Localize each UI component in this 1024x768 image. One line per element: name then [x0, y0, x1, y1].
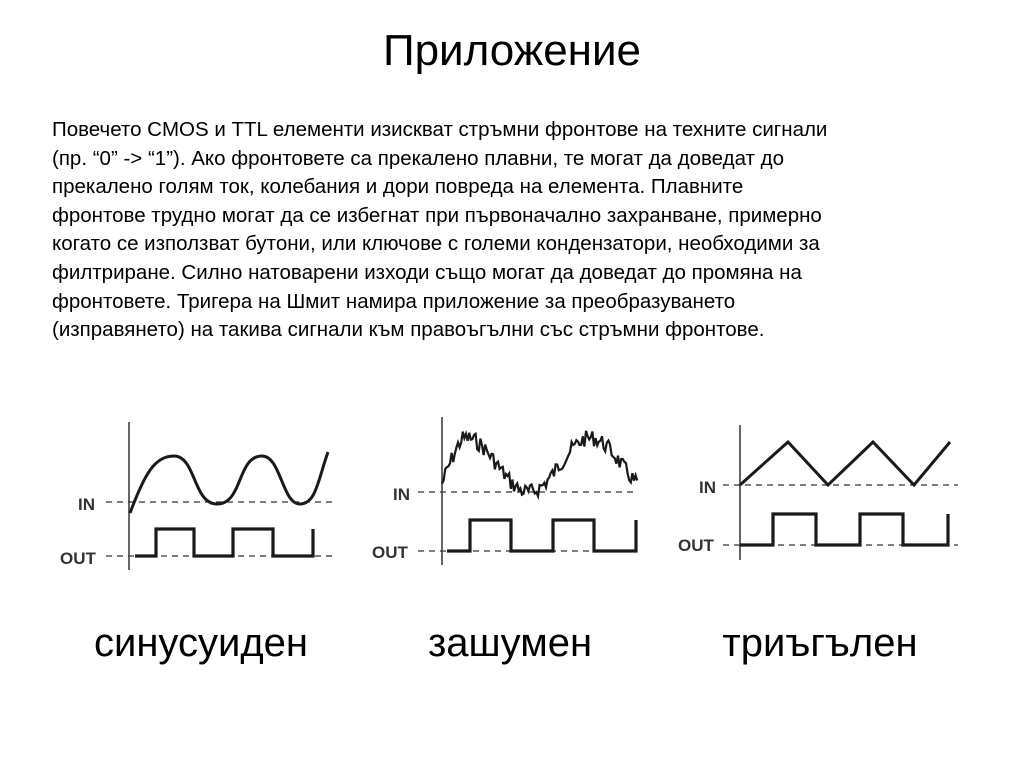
out-label: OUT [678, 536, 714, 555]
output-signal-wave [740, 514, 948, 545]
diagram-sinusoidal [60, 418, 350, 573]
diagram-noisy [372, 415, 647, 570]
slide-title: Приложение [382, 26, 642, 75]
body-line: прекалено голям ток, колебания и дори повреда на елемента. Плавните [52, 175, 744, 199]
body-line: филтриране. Силно натоварени изходи също могат да доведат до промяна на [52, 260, 802, 284]
input-signal-wave [442, 431, 637, 496]
caption-noisy: зашумен [427, 621, 593, 665]
out-label: OUT [372, 543, 408, 562]
in-label: IN [393, 485, 410, 504]
body-line: когато се използват бутони, или ключове с големи кондензатори, необходими за [52, 232, 820, 256]
output-signal-wave [447, 520, 636, 551]
sinusoidal-waveform-figure [60, 418, 350, 573]
output-signal-wave [135, 529, 313, 556]
out-label: OUT [60, 549, 96, 568]
noisy-waveform-figure [372, 415, 647, 570]
input-signal-wave [740, 442, 950, 485]
body-line: фронтовете. Тригера на Шмит намира приложение за преобразуването [52, 289, 736, 313]
triangular-waveform-figure [678, 425, 963, 565]
diagram-triangular [678, 425, 963, 565]
body-line: (изправянето) на такива сигнали към правоъгълни със стръмни фронтове. [52, 318, 765, 342]
input-signal-wave [130, 452, 328, 513]
body-line: Повечето CMOS и TTL елементи изискват стръмни фронтове на техните сигнали [52, 118, 828, 141]
caption-triangular: триъгълен [722, 621, 918, 665]
caption-sinusoidal: синусуиден [93, 621, 308, 665]
in-label: IN [699, 478, 716, 497]
in-label: IN [78, 495, 95, 514]
body-line: фронтове трудно могат да се избегнат при първоначално захранване, примерно [52, 203, 822, 227]
body-line: (пр. “0” -> “1”). Ако фронтовете са прекалено плавни, те могат да доведат до [52, 146, 784, 170]
body-paragraph [52, 116, 982, 345]
